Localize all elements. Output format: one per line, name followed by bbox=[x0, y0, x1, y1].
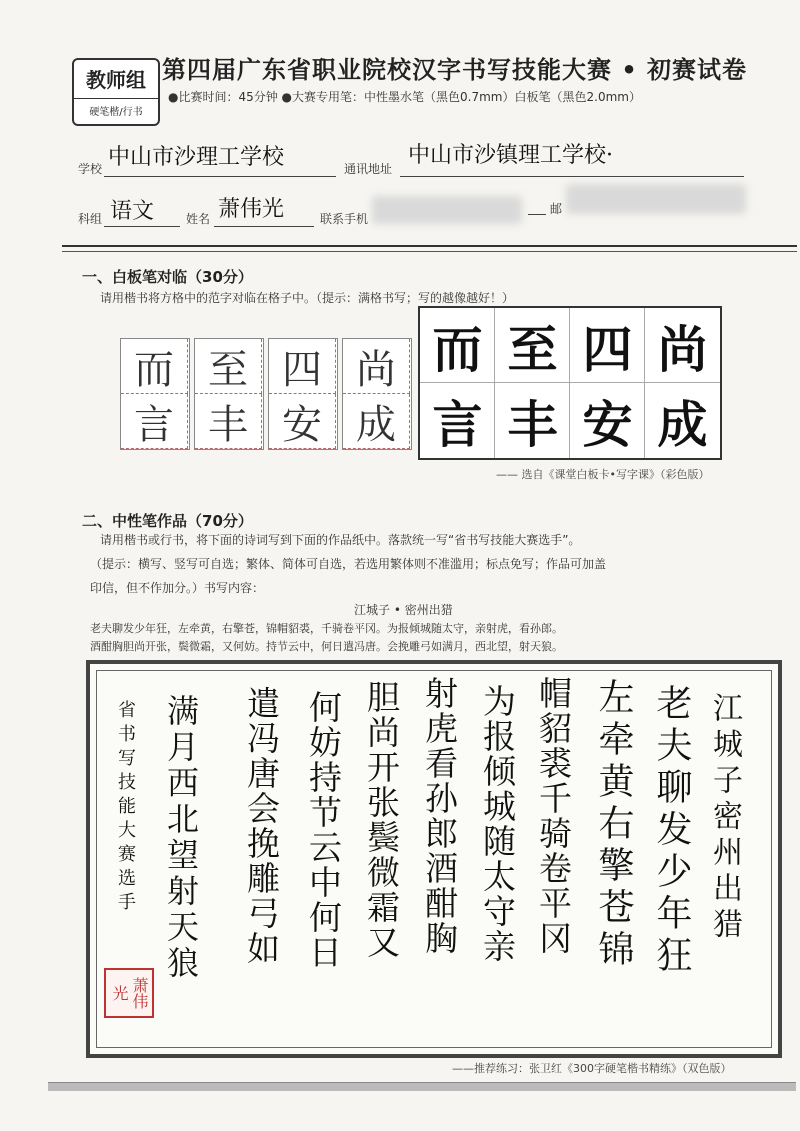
poem-title: 江城子 • 密州出猎 bbox=[354, 603, 453, 617]
practice-grid-3 bbox=[268, 338, 338, 450]
work-column: 江城子密州出猎 bbox=[707, 692, 742, 944]
practice-char: 丰 bbox=[195, 394, 262, 449]
model-char: 安 bbox=[582, 395, 633, 454]
model-char: 至 bbox=[507, 320, 558, 379]
email-label: 邮 bbox=[550, 202, 563, 216]
work-column: 胆尚开张鬓微霜又 bbox=[362, 680, 401, 960]
phone-label: 联系手机 bbox=[320, 212, 369, 226]
school-underline bbox=[104, 176, 336, 177]
dash bbox=[528, 214, 546, 215]
subject-underline bbox=[104, 226, 180, 227]
school-label: 学校 bbox=[78, 162, 103, 176]
poem-line-1: 老夫聊发少年狂，左牵黄，右擎苍，锦帽貂裘，千骑卷平冈。为报倾城随太守，亲射虎，看孙郎。 bbox=[90, 622, 563, 635]
exam-title: 第四届广东省职业院校汉字书写技能大赛 • 初赛试卷 bbox=[162, 56, 748, 84]
practice-char: 尚 bbox=[343, 339, 410, 394]
section2-instruction-3: 印信，但不作加分。）书写内容： bbox=[90, 581, 265, 595]
section1-instruction: 请用楷书将方格中的范字对临在格子中。（提示：满格书写；写的越像越好！） bbox=[100, 291, 515, 305]
section2-instruction-2: （提示：横写、竖写可自选；繁体、简体可自选，若选用繁体则不准滥用；标点免写；作品可加盖 bbox=[90, 557, 607, 571]
work-column: 左牵黄右擎苍锦 bbox=[593, 678, 634, 972]
model-char: 丰 bbox=[507, 395, 558, 454]
badge-subtitle: 硬笔楷/行书 bbox=[74, 98, 158, 118]
practice-char: 安 bbox=[269, 394, 336, 449]
work-column: 为报倾城随太守亲 bbox=[478, 684, 517, 964]
name-value: 萧伟光 bbox=[218, 197, 285, 222]
address-label: 通讯地址 bbox=[344, 162, 393, 176]
badge-title: 教师组 bbox=[86, 68, 146, 92]
model-char-grid bbox=[418, 306, 722, 460]
signature-column: 省书写技能大赛选手 bbox=[115, 700, 136, 916]
model-char: 言 bbox=[432, 395, 483, 454]
exam-subtitle: ●比赛时间：45分钟 ●大赛专用笔：中性墨水笔（黑色0.7mm）白板笔（黑色2.0mm） bbox=[168, 90, 641, 104]
group-badge bbox=[72, 58, 160, 126]
subject-value: 语文 bbox=[110, 199, 155, 224]
work-column: 老夫聊发少年狂 bbox=[651, 684, 692, 978]
practice-char: 言 bbox=[121, 394, 188, 449]
email-redacted bbox=[566, 184, 746, 214]
work-column: 射虎看孙郎酒酣胸 bbox=[420, 676, 459, 956]
section1-heading: 一、白板笔对临（30分） bbox=[82, 268, 253, 286]
section2-instruction-1: 请用楷书或行书，将下面的诗词写到下面的作品纸中。落款统一写“省书写技能大赛选手”。 bbox=[100, 533, 581, 547]
model-char: 尚 bbox=[657, 320, 708, 379]
practice-char: 四 bbox=[269, 339, 336, 394]
work-column: 帽貂裘千骑卷平冈 bbox=[534, 676, 573, 956]
practice-char: 而 bbox=[121, 339, 188, 394]
address-underline bbox=[400, 176, 744, 177]
seal-stamp bbox=[104, 968, 154, 1018]
work-column: 满月西北望射天狼 bbox=[162, 694, 200, 982]
bottom-divider bbox=[48, 1082, 796, 1091]
practice-grid-1 bbox=[120, 338, 190, 450]
address-value: 中山市沙镇理工学校· bbox=[408, 143, 613, 168]
model-char: 而 bbox=[432, 320, 483, 379]
header-divider bbox=[62, 245, 797, 252]
work-column: 遣冯唐会挽雕弓如 bbox=[242, 686, 281, 966]
phone-redacted bbox=[372, 196, 522, 224]
name-label: 姓名 bbox=[186, 212, 211, 226]
practice-char: 成 bbox=[343, 394, 410, 449]
work-column: 何妨持节云中何日 bbox=[304, 690, 343, 970]
model-char: 四 bbox=[582, 320, 633, 379]
section2-heading: 二、中性笔作品（70分） bbox=[82, 512, 253, 530]
model-char: 成 bbox=[657, 395, 708, 454]
section1-caption: —— 选自《课堂白板卡•写字课》（彩色版） bbox=[496, 468, 710, 481]
section2-caption: ——推荐练习：张卫红《300字硬笔楷书精练》（双色版） bbox=[452, 1062, 732, 1075]
school-value: 中山市沙理工学校 bbox=[108, 145, 285, 170]
practice-char: 至 bbox=[195, 339, 262, 394]
practice-grid-2 bbox=[194, 338, 264, 450]
practice-grid-4 bbox=[342, 338, 412, 450]
name-underline bbox=[214, 226, 314, 227]
calligraphy-work-frame bbox=[86, 660, 782, 1058]
subject-label: 科组 bbox=[78, 212, 103, 226]
seal-text: 萧伟光 bbox=[110, 977, 149, 1009]
poem-line-2: 酒酣胸胆尚开张，鬓微霜，又何妨。持节云中，何日遣冯唐。会挽雕弓如满月，西北望，射天狼。 bbox=[90, 640, 563, 653]
